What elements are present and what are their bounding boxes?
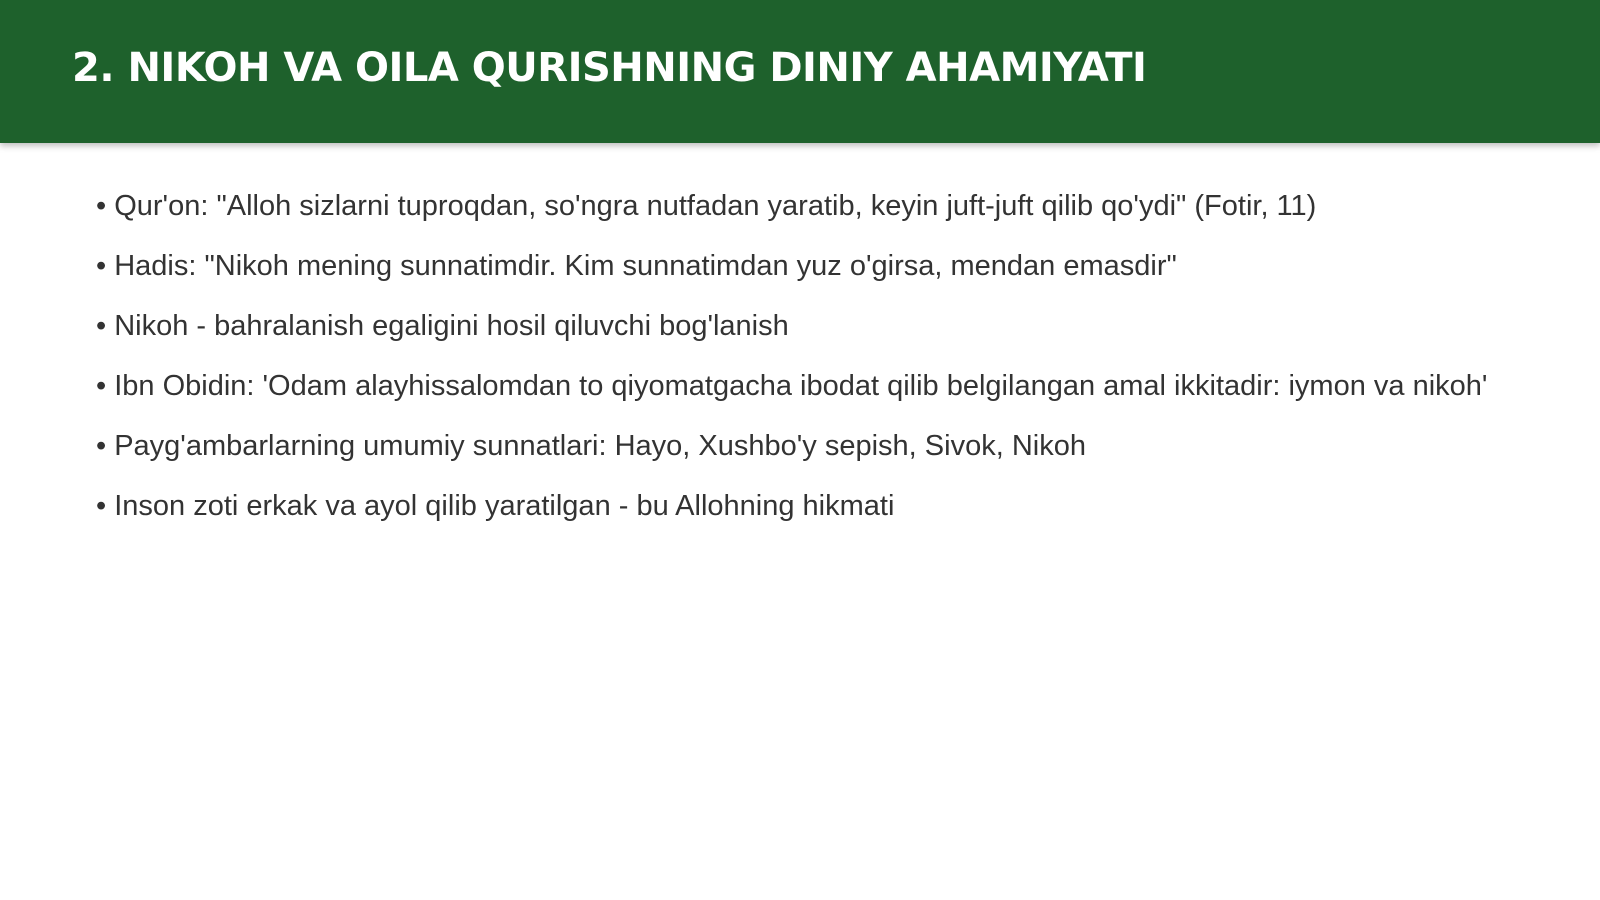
bullet-item-hadis: • Hadis: "Nikoh mening sunnatimdir. Kim sunnatimdan yuz o'girsa, mendan emasdir" bbox=[96, 250, 1177, 282]
title-bar bbox=[0, 0, 1600, 143]
bullet-list bbox=[96, 186, 1506, 546]
bullet-item-ibn-obidin: • Ibn Obidin: 'Odam alayhissalomdan to qiyomatgacha ibodat qilib belgilangan amal ikkitadir: iymon va nikoh' bbox=[96, 370, 1488, 402]
bullet-item-sunnatlar: • Payg'ambarlarning umumiy sunnatlari: Hayo, Xushbo'y sepish, Sivok, Nikoh bbox=[96, 430, 1086, 462]
bullet-item-quran: • Qur'on: "Alloh sizlarni tuproqdan, so'ngra nutfadan yaratib, keyin juft-juft qilib qo'ydi" (Fotir, 11) bbox=[96, 190, 1317, 222]
bullet-item-hikmat: • Inson zoti erkak va ayol qilib yaratilgan - bu Allohning hikmati bbox=[96, 490, 895, 522]
bullet-item-nikoh-definition: • Nikoh - bahralanish egaligini hosil qiluvchi bog'lanish bbox=[96, 310, 789, 342]
slide-title: 2. NIKOH VA OILA QURISHNING DINIY AHAMIYATI bbox=[72, 45, 1147, 91]
